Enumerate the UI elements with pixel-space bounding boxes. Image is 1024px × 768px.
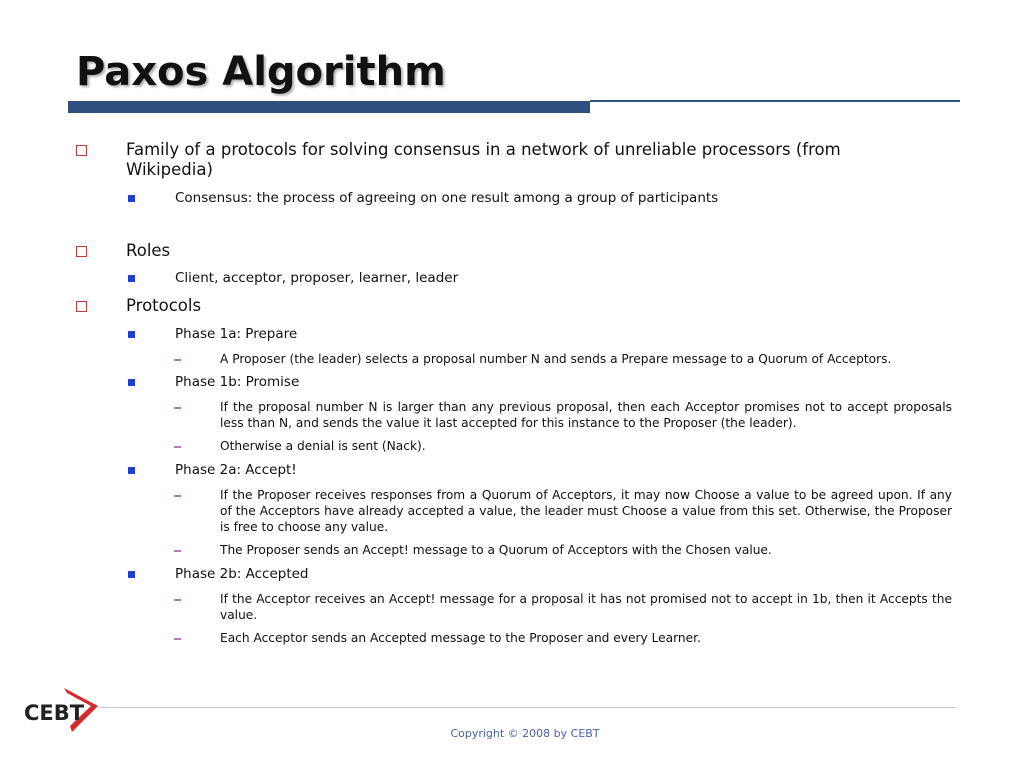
bullet-detail: If the Proposer receives responses from a Quorum of Acceptors, it may now Choose a value to be agreed upon. If any of the Acceptors have already accepted a value, the leader must Choose a value from this set. Otherwise, the Proposer is free to choose any value. <box>220 488 952 534</box>
bullet-item: Family of a protocols for solving consensus in a network of unreliable processors (from Wikipedia) <box>126 140 841 179</box>
square-filled-bullet-icon <box>128 379 135 386</box>
dash-bullet-icon <box>174 550 181 552</box>
bullet-detail: If the Acceptor receives an Accept! message for a proposal it has not promised not to accept in 1b, then it Accepts the value. <box>220 592 952 622</box>
footer-divider <box>100 707 956 708</box>
bullet-subitem: Phase 2b: Accepted <box>175 566 309 582</box>
bullet-detail: A Proposer (the leader) selects a proposal number N and sends a Prepare message to a Quorum of Acceptors. <box>220 352 892 366</box>
bullet-detail: The Proposer sends an Accept! message to a Quorum of Acceptors with the Chosen value. <box>220 543 772 557</box>
bullet-detail: If the proposal number N is larger than any previous proposal, then each Acceptor promises not to accept proposals less than N, and sends the value it last accepted for this instance to the Proposer (the leader). <box>220 400 952 430</box>
square-filled-bullet-icon <box>128 467 135 474</box>
square-filled-bullet-icon <box>128 275 135 282</box>
dash-bullet-icon <box>174 359 181 361</box>
dash-bullet-icon <box>174 495 181 497</box>
square-outline-bullet-icon <box>76 301 87 312</box>
title-underline-thin <box>590 100 960 102</box>
bullet-subitem: Consensus: the process of agreeing on one result among a group of participants <box>175 190 719 206</box>
bullet-detail: Otherwise a denial is sent (Nack). <box>220 439 426 453</box>
dash-bullet-icon <box>174 638 181 640</box>
square-filled-bullet-icon <box>128 331 135 338</box>
svg-text:CEBT: CEBT <box>24 701 85 725</box>
bullet-subitem: Phase 1b: Promise <box>175 374 300 390</box>
bullet-subitem: Client, acceptor, proposer, learner, leader <box>175 270 459 286</box>
square-filled-bullet-icon <box>128 195 135 202</box>
copyright-text: Copyright © 2008 by CEBT <box>450 727 600 740</box>
dash-bullet-icon <box>174 599 181 601</box>
square-outline-bullet-icon <box>76 145 87 156</box>
dash-bullet-icon <box>174 446 181 448</box>
slide-title: Paxos Algorithm <box>76 49 446 95</box>
bullet-subitem: Phase 2a: Accept! <box>175 462 297 478</box>
square-outline-bullet-icon <box>76 246 87 257</box>
bullet-item: Protocols <box>126 296 202 315</box>
dash-bullet-icon <box>174 407 181 409</box>
bullet-subitem: Phase 1a: Prepare <box>175 326 298 342</box>
bullet-item: Roles <box>126 241 171 260</box>
title-underline-thick <box>68 101 590 113</box>
square-filled-bullet-icon <box>128 571 135 578</box>
bullet-detail: Each Acceptor sends an Accepted message to the Proposer and every Learner. <box>220 631 701 645</box>
